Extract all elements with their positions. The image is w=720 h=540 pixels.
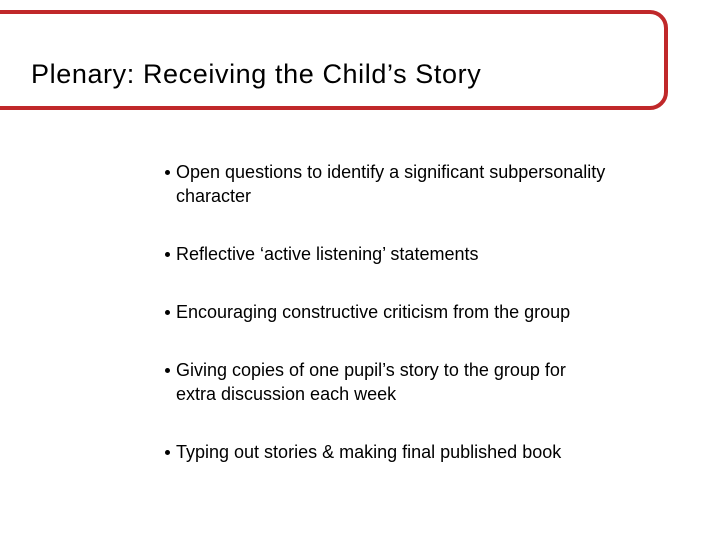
bullet-dot-icon: [165, 170, 170, 175]
list-item: [166, 440, 686, 464]
bullet-text: Typing out stories & making final published book: [176, 442, 562, 462]
bullet-text: Reflective ‘active listening’ statements: [176, 244, 479, 264]
bullet-dot-icon: [165, 450, 170, 455]
bullet-text: Encouraging constructive criticism from the group: [176, 302, 571, 322]
list-item: [166, 242, 686, 266]
list-item: [166, 358, 686, 406]
bullet-dot-icon: [165, 368, 170, 373]
bullet-dot-icon: [165, 310, 170, 315]
bullet-list: [166, 160, 686, 464]
list-item: [166, 300, 686, 324]
list-item: [166, 160, 686, 208]
bullet-text: Giving copies of one pupil’s story to the group for extra discussion each week: [176, 360, 566, 404]
slide-title: Plenary: Receiving the Child’s Story: [31, 59, 482, 89]
bullet-dot-icon: [165, 252, 170, 257]
bullet-text: Open questions to identify a significant subpersonality character: [176, 162, 606, 206]
